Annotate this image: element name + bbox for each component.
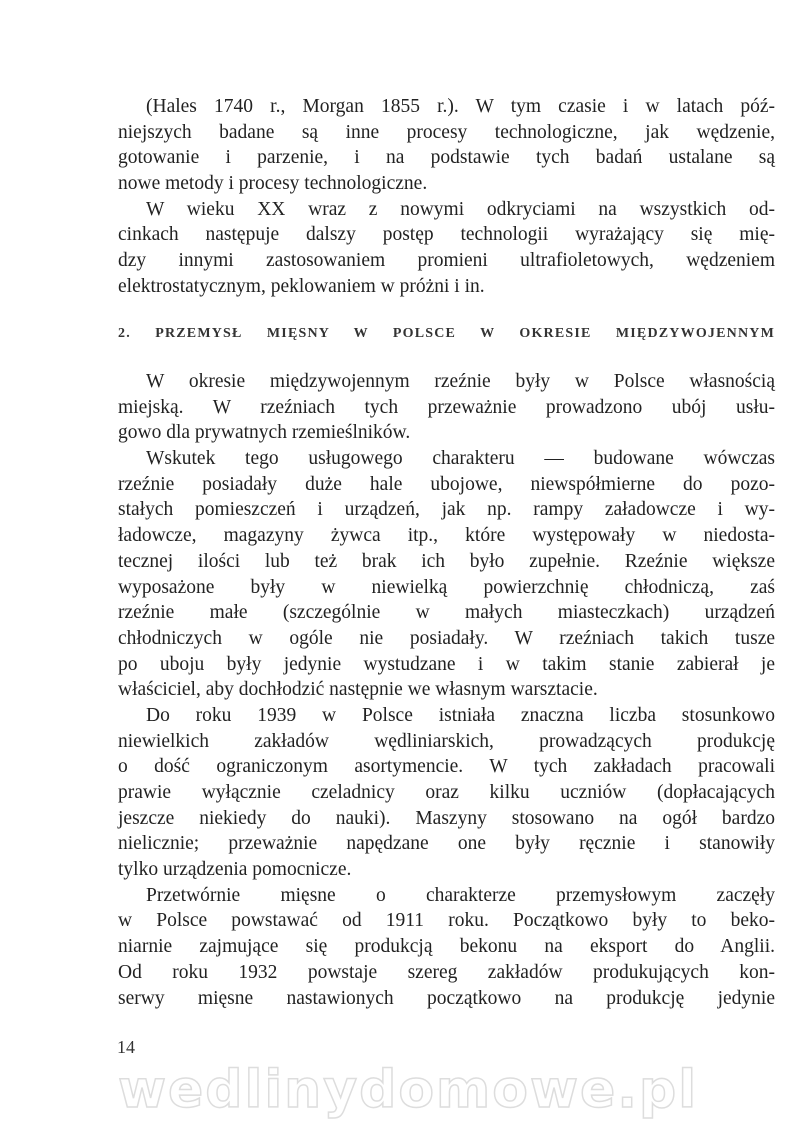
text-line: Do roku 1939 w Polsce istniała znaczna liczba stosunkowo — [146, 704, 775, 726]
text-line: W wieku XX wraz z nowymi odkryciami na wszystkich od- — [146, 198, 775, 220]
text-line: po uboju były jedynie wystudzane i w takim stanie zabierał je — [118, 653, 775, 675]
text-line: rzeźnie posiadały duże hale ubojowe, niewspółmierne do pozo- — [118, 473, 775, 495]
text-line: (Hales 1740 r., Morgan 1855 r.). W tym czasie i w latach póź- — [146, 96, 775, 117]
text-line: gotowanie i parzenie, i na podstawie tych badań ustalane są — [118, 147, 775, 169]
text-line: Przetwórnie mięsne o charakterze przemysłowym zaczęły — [146, 884, 775, 906]
text-line: chłodniczych w ogóle nie posiadały. W rzeźniach takich tusze — [118, 627, 775, 649]
section-body — [118, 369, 775, 1011]
text-line: Od roku 1932 powstaje szereg zakładów produkujących kon- — [118, 961, 775, 983]
text-line: wyposażone były w niewielką powierzchnię chłodniczą, zaś — [118, 576, 775, 598]
text-line: serwy mięsne nastawionych początkowo na produkcję jedynie — [118, 987, 775, 1009]
intro-text — [118, 94, 775, 300]
text-line: Wskutek tego usługowego charakteru — budowane wówczas — [146, 448, 775, 470]
text-line: jeszcze niekiedy do nauki). Maszyny stosowano na ogół bardzo — [118, 807, 775, 829]
text-line: rzeźnie małe (szczególnie w małych miasteczkach) urządzeń — [118, 602, 775, 624]
text-line: niejszych badane są inne procesy technologiczne, jak wędzenie, — [118, 121, 775, 143]
text-line: stałych pomieszczeń i urządzeń, jak np. rampy załadowcze i wy- — [118, 499, 775, 521]
text-line: niarnie zajmujące się produkcją bekonu na eksport do Anglii. — [118, 936, 775, 958]
text-line: elektrostatycznym, peklowaniem w próżni i in. — [118, 275, 485, 297]
text-line: W okresie międzywojennym rzeźnie były w Polsce własnością — [146, 371, 775, 392]
text-line: dzy innymi zastosowaniem promieni ultrafioletowych, wędzeniem — [118, 250, 775, 272]
footer-watermark: wedlinydomowe.pl — [118, 1060, 699, 1120]
text-line: nowe metody i procesy technologiczne. — [118, 173, 428, 195]
text-line: tecznej ilości lub też brak ich było zupełnie. Rzeźnie większe — [118, 550, 775, 572]
section-heading: 2. PRZEMYSŁ MIĘSNY W POLSCE W OKRESIE MIĘDZYWOJENNYM — [118, 326, 775, 341]
text-line: o dość ograniczonym asortymencie. W tych zakładach pracowali — [118, 756, 775, 778]
page-number: 14 — [117, 1037, 135, 1057]
text-line: miejską. W rzeźniach tych przeważnie prowadzono ubój usłu- — [118, 396, 775, 418]
text-line: cinkach następuje dalszy postęp technologii wyrażający się mię- — [118, 224, 775, 246]
text-line: ładowcze, magazyny żywca itp., które występowały w niedosta- — [118, 525, 775, 547]
text-line: tylko urządzenia pomocnicze. — [118, 859, 352, 881]
text-line: w Polsce powstawać od 1911 roku. Początkowo były to beko- — [118, 910, 775, 932]
text-line: właściciel, aby dochłodzić następnie we własnym warsztacie. — [118, 679, 598, 701]
text-line: prawie wyłącznie czeladnicy oraz kilku uczniów (dopłacających — [118, 782, 775, 803]
text-line: gowo dla prywatnych rzemieślników. — [118, 422, 411, 444]
text-line: niewielkich zakładów wędliniarskich, prowadzących produkcję — [118, 730, 775, 752]
text-line: nielicznie; przeważnie napędzane one były ręcznie i stanowiły — [118, 833, 775, 855]
